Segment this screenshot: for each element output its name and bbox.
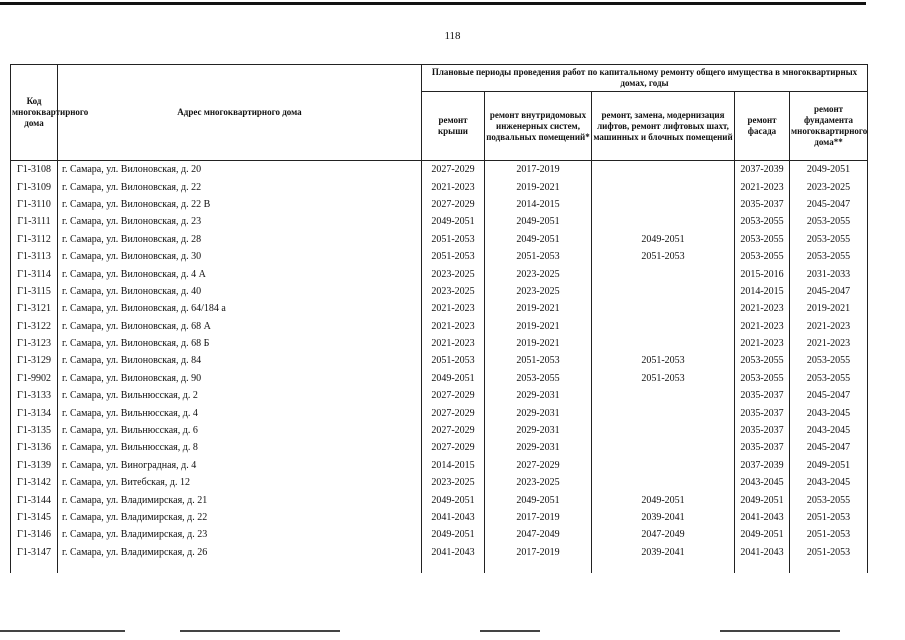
cell-foundation: 2051-2053 bbox=[790, 509, 868, 526]
table-row bbox=[11, 509, 868, 526]
cell-lifts bbox=[592, 387, 735, 404]
cell-foundation: 2049-2051 bbox=[790, 161, 868, 179]
cell-roof: 2049-2051 bbox=[422, 526, 485, 543]
table-row bbox=[11, 439, 868, 456]
capital-repair-table bbox=[10, 64, 868, 573]
cell-systems: 2019-2021 bbox=[485, 178, 592, 195]
cell-foundation: 2045-2047 bbox=[790, 387, 868, 404]
cell-facade: 2053-2055 bbox=[735, 213, 790, 230]
cell-facade: 2053-2055 bbox=[735, 248, 790, 265]
cell-systems: 2029-2031 bbox=[485, 439, 592, 456]
cell-lifts bbox=[592, 213, 735, 230]
cell-code: Г1-3133 bbox=[11, 387, 58, 404]
cell-code: Г1-3144 bbox=[11, 491, 58, 508]
cell-foundation: 2023-2025 bbox=[790, 178, 868, 195]
cell-foundation: 2049-2051 bbox=[790, 457, 868, 474]
cell-systems: 2019-2021 bbox=[485, 335, 592, 352]
table-row bbox=[11, 213, 868, 230]
cell-foundation: 2045-2047 bbox=[790, 439, 868, 456]
table-body bbox=[11, 161, 868, 573]
cell-systems: 2029-2031 bbox=[485, 422, 592, 439]
cell-roof: 2051-2053 bbox=[422, 248, 485, 265]
cell-facade: 2035-2037 bbox=[735, 439, 790, 456]
cell-roof: 2027-2029 bbox=[422, 404, 485, 421]
cell-lifts bbox=[592, 439, 735, 456]
cell-code: Г1-3139 bbox=[11, 457, 58, 474]
table-row bbox=[11, 265, 868, 282]
cell-address: г. Самара, ул. Владимирская, д. 26 bbox=[58, 544, 422, 561]
cell-address: г. Самара, ул. Вилоновская, д. 22 bbox=[58, 178, 422, 195]
cell-address: г. Самара, ул. Вильнюсская, д. 4 bbox=[58, 404, 422, 421]
cell-address: г. Самара, ул. Виноградная, д. 4 bbox=[58, 457, 422, 474]
cell-code: Г1-3115 bbox=[11, 283, 58, 300]
cell-roof: 2021-2023 bbox=[422, 335, 485, 352]
cell-lifts: 2049-2051 bbox=[592, 231, 735, 248]
cell-address: г. Самара, ул. Вилоновская, д. 40 bbox=[58, 283, 422, 300]
cell-facade: 2015-2016 bbox=[735, 265, 790, 282]
cell-address: г. Самара, ул. Вилоновская, д. 90 bbox=[58, 370, 422, 387]
cell-lifts bbox=[592, 318, 735, 335]
header-periods-group: Плановые периоды проведения работ по капитальному ремонту общего имущества в многоквартирных домах, годы bbox=[422, 65, 868, 92]
cell-foundation: 2053-2055 bbox=[790, 248, 868, 265]
table-row bbox=[11, 491, 868, 508]
cell-facade: 2053-2055 bbox=[735, 370, 790, 387]
cell-systems: 2049-2051 bbox=[485, 213, 592, 230]
cell-foundation: 2051-2053 bbox=[790, 526, 868, 543]
cell-code: Г1-3113 bbox=[11, 248, 58, 265]
cell-roof: 2027-2029 bbox=[422, 387, 485, 404]
table-row bbox=[11, 457, 868, 474]
cell-address: г. Самара, ул. Вильнюсская, д. 6 bbox=[58, 422, 422, 439]
cell-foundation: 2053-2055 bbox=[790, 491, 868, 508]
cell-address: г. Самара, ул. Вилоновская, д. 22 В bbox=[58, 196, 422, 213]
cell-facade: 2035-2037 bbox=[735, 422, 790, 439]
cell-systems: 2019-2021 bbox=[485, 318, 592, 335]
cell-foundation: 2043-2045 bbox=[790, 474, 868, 491]
cell-roof: 2041-2043 bbox=[422, 544, 485, 561]
cell-lifts bbox=[592, 422, 735, 439]
header-address: Адрес многоквартирного дома bbox=[58, 65, 422, 161]
cell-roof: 2023-2025 bbox=[422, 283, 485, 300]
cell-foundation: 2021-2023 bbox=[790, 335, 868, 352]
cell-systems: 2051-2053 bbox=[485, 352, 592, 369]
cell-roof: 2049-2051 bbox=[422, 491, 485, 508]
cell-foundation: 2051-2053 bbox=[790, 544, 868, 561]
header-foundation: ремонт фундамента многоквартирного дома** bbox=[790, 92, 868, 161]
cell-foundation: 2053-2055 bbox=[790, 370, 868, 387]
table-row bbox=[11, 387, 868, 404]
cell-systems: 2014-2015 bbox=[485, 196, 592, 213]
cell-facade: 2021-2023 bbox=[735, 300, 790, 317]
cell-address: г. Самара, ул. Вилоновская, д. 68 Б bbox=[58, 335, 422, 352]
cell-code: Г1-3122 bbox=[11, 318, 58, 335]
cell-code: Г1-3110 bbox=[11, 196, 58, 213]
cell-facade: 2041-2043 bbox=[735, 544, 790, 561]
cell-address: г. Самара, ул. Витебская, д. 12 bbox=[58, 474, 422, 491]
cell-roof: 2027-2029 bbox=[422, 439, 485, 456]
header-roof: ремонт крыши bbox=[422, 92, 485, 161]
cell-code: Г1-3114 bbox=[11, 265, 58, 282]
cell-roof: 2014-2015 bbox=[422, 457, 485, 474]
cell-facade: 2043-2045 bbox=[735, 474, 790, 491]
cell-facade: 2035-2037 bbox=[735, 404, 790, 421]
cell-systems: 2017-2019 bbox=[485, 544, 592, 561]
cell-roof: 2023-2025 bbox=[422, 474, 485, 491]
cell-code: Г1-3134 bbox=[11, 404, 58, 421]
cell-code: Г1-3145 bbox=[11, 509, 58, 526]
cell-lifts bbox=[592, 457, 735, 474]
cell-address: г. Самара, ул. Вилоновская, д. 84 bbox=[58, 352, 422, 369]
cell-facade: 2014-2015 bbox=[735, 283, 790, 300]
cell-foundation: 2053-2055 bbox=[790, 352, 868, 369]
cell-address: г. Самара, ул. Владимирская, д. 22 bbox=[58, 509, 422, 526]
cell-facade: 2037-2039 bbox=[735, 161, 790, 179]
cell-roof: 2027-2029 bbox=[422, 196, 485, 213]
cell-systems: 2047-2049 bbox=[485, 526, 592, 543]
cell-lifts bbox=[592, 161, 735, 179]
cell-code: Г1-3109 bbox=[11, 178, 58, 195]
cell-code: Г1-3147 bbox=[11, 544, 58, 561]
cell-roof: 2049-2051 bbox=[422, 370, 485, 387]
cell-lifts: 2051-2053 bbox=[592, 352, 735, 369]
cell-facade: 2053-2055 bbox=[735, 231, 790, 248]
table-row bbox=[11, 422, 868, 439]
cell-facade: 2037-2039 bbox=[735, 457, 790, 474]
cell-facade: 2049-2051 bbox=[735, 491, 790, 508]
cell-systems: 2027-2029 bbox=[485, 457, 592, 474]
cell-code: Г1-3123 bbox=[11, 335, 58, 352]
cell-lifts bbox=[592, 474, 735, 491]
cell-facade: 2053-2055 bbox=[735, 352, 790, 369]
cell-lifts: 2049-2051 bbox=[592, 491, 735, 508]
cell-address: г. Самара, ул. Вилоновская, д. 20 bbox=[58, 161, 422, 179]
cell-code: Г1-3146 bbox=[11, 526, 58, 543]
cell-address: г. Самара, ул. Вилоновская, д. 28 bbox=[58, 231, 422, 248]
table-row bbox=[11, 474, 868, 491]
cell-roof: 2021-2023 bbox=[422, 318, 485, 335]
table-row bbox=[11, 231, 868, 248]
cell-foundation: 2045-2047 bbox=[790, 196, 868, 213]
cell-address: г. Самара, ул. Вилоновская, д. 4 А bbox=[58, 265, 422, 282]
cell-roof: 2027-2029 bbox=[422, 161, 485, 179]
table-row bbox=[11, 526, 868, 543]
cell-facade: 2021-2023 bbox=[735, 318, 790, 335]
cell-roof: 2021-2023 bbox=[422, 178, 485, 195]
cell-address: г. Самара, ул. Вильнюсская, д. 8 bbox=[58, 439, 422, 456]
cell-systems: 2023-2025 bbox=[485, 265, 592, 282]
cell-address: г. Самара, ул. Вилоновская, д. 23 bbox=[58, 213, 422, 230]
cell-facade: 2049-2051 bbox=[735, 526, 790, 543]
cell-address: г. Самара, ул. Вилоновская, д. 68 А bbox=[58, 318, 422, 335]
cell-foundation: 2053-2055 bbox=[790, 231, 868, 248]
cell-facade: 2041-2043 bbox=[735, 509, 790, 526]
cell-foundation: 2031-2033 bbox=[790, 265, 868, 282]
cell-lifts: 2051-2053 bbox=[592, 370, 735, 387]
cell-roof: 2023-2025 bbox=[422, 265, 485, 282]
cell-foundation: 2043-2045 bbox=[790, 404, 868, 421]
cell-systems: 2053-2055 bbox=[485, 370, 592, 387]
cell-lifts bbox=[592, 283, 735, 300]
cell-roof: 2049-2051 bbox=[422, 213, 485, 230]
cell-lifts: 2039-2041 bbox=[592, 544, 735, 561]
cell-address: г. Самара, ул. Вилоновская, д. 64/184 а bbox=[58, 300, 422, 317]
cell-systems: 2023-2025 bbox=[485, 474, 592, 491]
cell-facade: 2035-2037 bbox=[735, 387, 790, 404]
cell-code: Г1-3136 bbox=[11, 439, 58, 456]
cell-systems: 2051-2053 bbox=[485, 248, 592, 265]
header-code: Код многоквартирного дома bbox=[11, 65, 58, 161]
cell-code: Г1-3129 bbox=[11, 352, 58, 369]
top-rule bbox=[0, 2, 866, 5]
table-spacer-row bbox=[11, 561, 868, 573]
cell-systems: 2017-2019 bbox=[485, 509, 592, 526]
cell-roof: 2021-2023 bbox=[422, 300, 485, 317]
cell-systems: 2023-2025 bbox=[485, 283, 592, 300]
cell-foundation: 2043-2045 bbox=[790, 422, 868, 439]
cell-foundation: 2019-2021 bbox=[790, 300, 868, 317]
table-row bbox=[11, 370, 868, 387]
table-row bbox=[11, 196, 868, 213]
table-row bbox=[11, 161, 868, 179]
table-row bbox=[11, 352, 868, 369]
cell-lifts bbox=[592, 178, 735, 195]
cell-foundation: 2021-2023 bbox=[790, 318, 868, 335]
cell-facade: 2021-2023 bbox=[735, 178, 790, 195]
cell-foundation: 2053-2055 bbox=[790, 213, 868, 230]
cell-lifts: 2047-2049 bbox=[592, 526, 735, 543]
cell-lifts bbox=[592, 404, 735, 421]
cell-lifts bbox=[592, 335, 735, 352]
cell-foundation: 2045-2047 bbox=[790, 283, 868, 300]
cell-roof: 2051-2053 bbox=[422, 352, 485, 369]
cell-code: Г1-3142 bbox=[11, 474, 58, 491]
cell-code: Г1-3111 bbox=[11, 213, 58, 230]
cell-roof: 2041-2043 bbox=[422, 509, 485, 526]
bottom-rule bbox=[0, 630, 905, 634]
cell-lifts bbox=[592, 265, 735, 282]
table-row bbox=[11, 178, 868, 195]
cell-code: Г1-9902 bbox=[11, 370, 58, 387]
cell-address: г. Самара, ул. Владимирская, д. 21 bbox=[58, 491, 422, 508]
cell-code: Г1-3112 bbox=[11, 231, 58, 248]
cell-code: Г1-3108 bbox=[11, 161, 58, 179]
header-systems: ремонт внутридомовых инженерных систем, подвальных помещений* bbox=[485, 92, 592, 161]
cell-lifts bbox=[592, 300, 735, 317]
cell-facade: 2035-2037 bbox=[735, 196, 790, 213]
cell-systems: 2017-2019 bbox=[485, 161, 592, 179]
table-row bbox=[11, 544, 868, 561]
cell-code: Г1-3135 bbox=[11, 422, 58, 439]
cell-lifts bbox=[592, 196, 735, 213]
page-number: 118 bbox=[444, 30, 461, 42]
cell-code: Г1-3121 bbox=[11, 300, 58, 317]
table-row bbox=[11, 300, 868, 317]
cell-systems: 2049-2051 bbox=[485, 491, 592, 508]
cell-facade: 2021-2023 bbox=[735, 335, 790, 352]
table-row bbox=[11, 318, 868, 335]
table-row bbox=[11, 404, 868, 421]
header-lifts: ремонт, замена, модернизация лифтов, ремонт лифтовых шахт, машинных и блочных помещений bbox=[592, 92, 735, 161]
header-facade: ремонт фасада bbox=[735, 92, 790, 161]
cell-address: г. Самара, ул. Владимирская, д. 23 bbox=[58, 526, 422, 543]
cell-roof: 2051-2053 bbox=[422, 231, 485, 248]
cell-systems: 2029-2031 bbox=[485, 387, 592, 404]
table-row bbox=[11, 335, 868, 352]
cell-address: г. Самара, ул. Вилоновская, д. 30 bbox=[58, 248, 422, 265]
table-row bbox=[11, 248, 868, 265]
cell-lifts: 2051-2053 bbox=[592, 248, 735, 265]
cell-roof: 2027-2029 bbox=[422, 422, 485, 439]
cell-address: г. Самара, ул. Вильнюсская, д. 2 bbox=[58, 387, 422, 404]
cell-systems: 2019-2021 bbox=[485, 300, 592, 317]
cell-systems: 2049-2051 bbox=[485, 231, 592, 248]
cell-systems: 2029-2031 bbox=[485, 404, 592, 421]
cell-lifts: 2039-2041 bbox=[592, 509, 735, 526]
table-row bbox=[11, 283, 868, 300]
